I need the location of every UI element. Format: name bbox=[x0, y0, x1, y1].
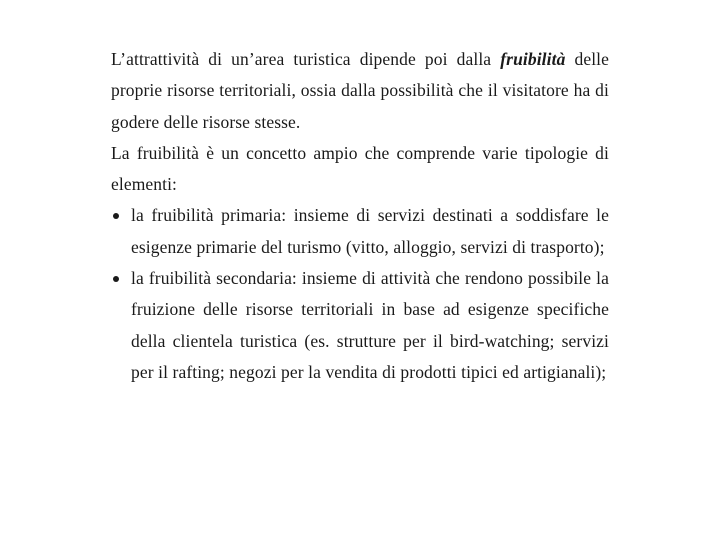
bullet-text-secondary: la fruibilità secondaria: insieme di attività che rendono possibile la fruizione delle risorse territoriali in base ad esigenze specifiche della clientela turistica (es. strutture per il bird-watching; servizi per il rafting; negozi per la vendita di prodotti tipici ed artigianali); bbox=[131, 268, 609, 382]
bullet-dot-icon bbox=[113, 276, 119, 282]
bullet-item-primary bbox=[111, 200, 609, 263]
bullet-text-primary: la fruibilità primaria: insieme di servizi destinati a soddisfare le esigenze primarie del turismo (vitto, alloggio, servizi di trasporto); bbox=[131, 205, 609, 257]
paragraph-attractiveness bbox=[111, 44, 609, 138]
paragraph-1-end: delle proprie risorse territoriali, ossia dalla possibilità che il visitatore ha di godere delle risorse stesse. bbox=[111, 49, 610, 132]
paragraph-fruibility-definition: La fruibilità è un concetto ampio che comprende varie tipologie di elementi: bbox=[111, 142, 609, 195]
bullet-item-secondary bbox=[111, 263, 609, 388]
emphasized-term-fruibilita: fruibilità bbox=[500, 49, 566, 69]
document-body bbox=[111, 44, 609, 388]
paragraph-1-start: L’attrattività di un’area turistica dipende poi dalla bbox=[111, 49, 501, 69]
bullet-list bbox=[111, 200, 609, 388]
bullet-dot-icon bbox=[113, 213, 119, 219]
